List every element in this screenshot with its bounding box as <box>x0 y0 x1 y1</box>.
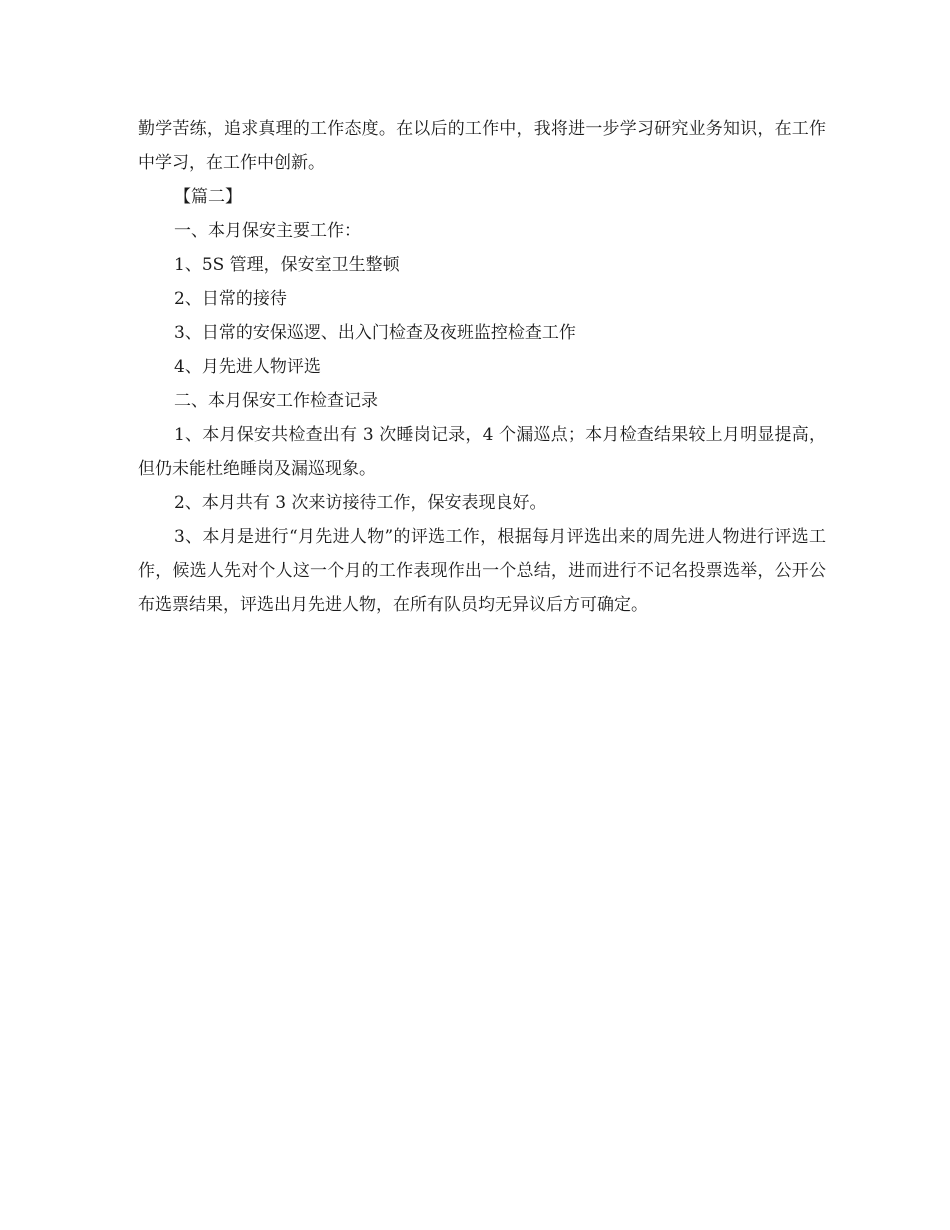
list-item-patrol: 3、日常的安保巡逻、出入门检查及夜班监控检查工作 <box>174 323 576 343</box>
paragraph-continuation: 勤学苦练，追求真理的工作态度。在以后的工作中，我将进一步学习研究业务知识，在工作中学习，在工作中创新。 <box>138 119 826 173</box>
heading-main-work: 一、本月保安主要工作： <box>174 221 361 241</box>
section-heading-part-two: 【篇二】 <box>174 187 242 207</box>
paragraph-visitor-reception: 2、本月共有 3 次来访接待工作，保安表现良好。 <box>174 493 547 513</box>
list-item-5s-management: 1、5S 管理，保安室卫生整顿 <box>174 255 400 275</box>
heading-inspection-record: 二、本月保安工作检查记录 <box>174 391 378 411</box>
list-item-evaluation: 4、月先进人物评选 <box>174 357 321 377</box>
paragraph-evaluation-process: 3、本月是进行“月先进人物”的评选工作，根据每月评选出来的周先进人物进行评选工作，候选人先对个人这一个月的工作表现作出一个总结，进而进行不记名投票选举，公开公布选票结果，评选出月先进人物，在所有队员均无异议后方可确定。 <box>138 527 826 615</box>
list-item-reception: 2、日常的接待 <box>174 289 287 309</box>
document-body <box>138 112 826 622</box>
paragraph-inspection-result: 1、本月保安共检查出有 3 次睡岗记录，4 个漏巡点；本月检查结果较上月明显提高，但仍未能杜绝睡岗及漏巡现象。 <box>138 425 826 479</box>
